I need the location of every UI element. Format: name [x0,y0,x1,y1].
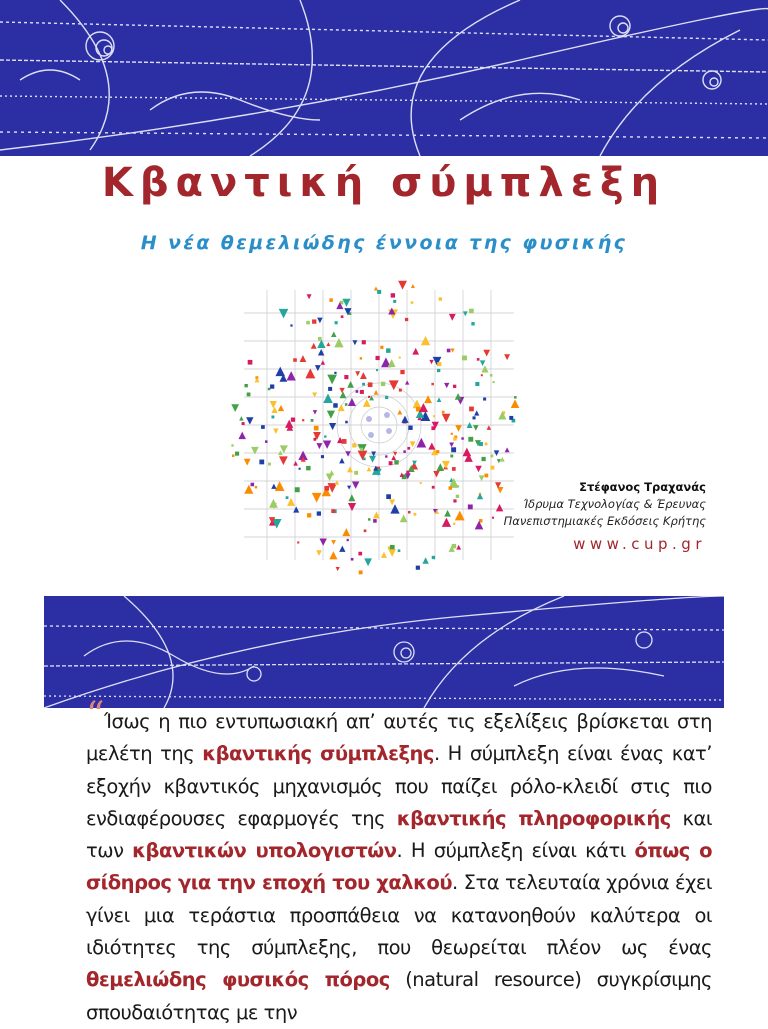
lattice-marker [394,460,398,464]
lattice-marker [356,390,359,393]
lattice-marker [367,467,372,472]
lattice-marker [449,486,453,490]
lattice-marker [393,452,397,456]
lattice-marker [317,318,323,324]
quote-body [86,706,712,1029]
lattice-marker [340,391,347,398]
lattice-marker [235,452,239,456]
lattice-marker [455,393,462,400]
lattice-marker [271,484,276,489]
lattice-marker [297,541,299,543]
lattice-marker [390,545,395,550]
lattice-marker [327,375,337,385]
lattice-marker [327,411,335,419]
lattice-marker [300,355,307,362]
lattice-marker [455,425,462,432]
lattice-marker [306,321,310,325]
lattice-marker [246,417,253,424]
lattice-marker [238,432,246,440]
lattice-marker [362,383,365,386]
lattice-marker [270,384,274,388]
lattice-marker [360,390,364,394]
lattice-marker [432,486,435,489]
lattice-marker [251,447,259,455]
lattice-marker [498,411,506,419]
lattice-marker [329,298,332,301]
lattice-marker [453,385,456,388]
lattice-marker [306,466,310,470]
lattice-marker [275,367,285,377]
lattice-marker [271,407,277,413]
lattice-marker [449,443,454,448]
lattice-center-dot [384,412,390,418]
lattice-marker [364,529,367,532]
lattice-marker [352,340,357,345]
lattice-marker [385,455,387,457]
lattice-marker [374,390,379,395]
lattice-marker [389,380,399,390]
lattice-marker [352,443,356,447]
lattice-marker [339,458,345,464]
lattice-marker [492,517,494,519]
lattice-marker [400,370,404,374]
lattice-marker [514,396,517,399]
lattice-marker [317,511,321,515]
lattice-marker [345,451,350,456]
lattice-marker [338,404,345,411]
page-title: Κβαντική σύμπλεξη [101,160,667,206]
lattice-marker [411,301,414,304]
quote-text-segment: και των [86,806,712,863]
lattice-marker [293,461,298,466]
lattice-marker [386,494,391,499]
lattice-marker [342,299,350,307]
lattice-marker [347,539,349,541]
lattice-marker [475,466,482,473]
lattice-marker [410,441,416,447]
lattice-marker [420,482,422,484]
highlighted-phrase: κβαντικής σύμπλεξης [202,742,434,766]
lattice-marker [444,510,451,517]
lattice-marker [428,443,435,450]
lattice-marker [437,369,440,372]
lattice-marker [429,360,433,364]
lattice-marker [347,381,354,388]
lattice-marker [437,397,442,402]
lattice-marker [318,337,322,341]
lattice-marker [388,359,396,367]
lattice-marker [439,297,442,300]
lattice-marker [393,300,396,303]
lattice-marker [279,456,288,465]
lattice-marker [493,381,495,383]
lattice-marker [432,556,435,559]
lattice-marker [324,486,329,491]
lattice-marker [360,448,363,451]
lattice-marker [323,394,333,404]
lattice-marker [359,570,363,574]
lattice-marker [363,458,366,461]
lattice-marker [232,455,234,457]
lattice-marker [369,456,376,463]
particle-tracks-image [44,596,724,708]
lattice-marker [442,411,445,414]
lattice-marker [431,383,433,385]
lattice-marker [469,309,474,314]
lattice-marker [399,389,402,392]
lattice-marker [391,455,396,460]
affiliation-line-2: Πανεπιστημιακές Εκδόσεις Κρήτης [503,514,706,528]
lattice-marker [311,419,314,422]
lattice-marker [312,393,317,398]
lattice-marker [287,498,295,506]
lattice-marker [331,509,335,513]
lattice-marker [442,414,451,423]
lattice-marker [469,407,474,412]
highlighted-phrase: κβαντικής πληροφορικής [396,806,671,830]
lattice-marker [483,398,486,401]
lattice-marker [451,349,455,353]
lattice-marker [449,314,456,321]
lattice-marker [305,368,315,378]
lattice-marker [342,439,347,444]
lattice-marker [453,437,456,440]
lattice-marker [364,558,372,566]
lattice-marker [293,358,297,362]
lattice-marker [468,437,473,442]
lattice-center-dot [386,428,392,434]
lattice-marker [472,416,475,419]
lattice-marker [416,438,426,448]
particle-tracks-banner-top [0,0,768,156]
quote-text-segment: . Η σύμπλεξη είναι κάτι [396,839,635,863]
website-link[interactable]: www.cup.gr [573,535,706,553]
lattice-marker [333,403,337,407]
lattice-marker [484,474,488,478]
lattice-marker [341,315,344,318]
lattice-marker [342,528,350,536]
lattice-marker [339,546,345,552]
lattice-marker [385,396,388,399]
lattice-marker [376,369,378,371]
lattice-marker [316,443,322,449]
lattice-marker [490,466,494,470]
lattice-marker [321,455,324,458]
lattice-marker [480,360,486,366]
lattice-marker [313,410,317,414]
lattice-marker [511,399,520,408]
lattice-marker [348,503,356,511]
lattice-marker [329,423,336,430]
lattice-marker [311,343,317,349]
quote-text-segment: . Η σύμπλεξη είναι ένας κατ’ εξοχήν κβαντικός μηχανισμός που παίζει ρόλο-κλειδί στις πιο ενδιαφέρουσες εφαρμογές της [86,742,713,830]
quote-mark: “ [86,695,105,736]
lattice-marker [290,324,292,326]
lattice-marker [463,448,472,457]
lattice-marker [405,380,409,384]
lattice-marker [479,475,485,481]
lattice-marker [279,309,289,319]
lattice-marker [483,350,490,357]
lattice-marker [496,504,503,511]
lattice-marker [479,442,483,446]
lattice-marker [414,513,417,516]
lattice-marker [268,388,271,391]
lattice-marker [368,396,370,398]
lattice-marker [433,471,439,477]
lattice-marker [380,346,383,349]
lattice-marker [450,455,453,458]
lattice-marker [278,405,284,411]
lattice-marker [247,393,251,397]
lattice-marker [358,451,368,461]
lattice-marker [389,461,393,465]
lattice-marker [336,567,340,571]
lattice-marker [462,356,467,361]
lattice-marker [473,425,479,431]
lattice-marker [433,415,435,417]
lattice-marker [490,455,493,458]
quote-text-segment: . Στα τελευταία χρόνια έχει γίνει μια τεράστια προσπάθεια να κατανοηθούν καλύτερα οι ιδιότητες της σύμπλεξης, που θεωρείται πλέον ως ένας [86,871,712,960]
lattice-marker [268,463,271,466]
lattice-marker [286,496,289,499]
lattice-marker [461,437,463,439]
lattice-marker [481,457,485,461]
lattice-marker [437,362,441,366]
lattice-marker [452,467,456,471]
lattice-marker [334,372,336,374]
lattice-marker [487,425,492,430]
lattice-marker [265,440,268,443]
quote-text-segment: (natural resource) συγκρίσιμης σπουδαιότητας με την [86,968,712,1024]
lattice-marker [405,318,408,321]
lattice-marker [376,356,380,360]
lattice-marker [407,447,410,450]
lattice-marker [413,399,422,408]
lattice-marker [326,342,330,346]
lattice-marker [398,281,407,290]
lattice-marker [344,375,348,379]
lattice-marker [451,433,453,435]
page-subtitle: Η νέα θεμελιώδης έννοια της φυσικής [140,232,628,254]
lattice-marker [358,552,362,556]
lattice-marker [347,486,351,490]
lattice-marker [456,495,459,498]
lattice-marker [389,499,395,505]
lattice-marker [345,403,348,406]
lattice-marker [329,470,334,475]
lattice-marker [373,519,377,523]
lattice-marker [368,518,370,520]
lattice-marker [299,468,301,470]
lattice-marker [293,506,299,512]
lattice-marker [451,447,456,452]
lattice-marker [348,494,355,501]
lattice-marker [231,404,239,412]
lattice-marker [355,371,360,376]
lattice-marker [354,471,358,475]
lattice-marker [345,421,348,424]
lattice-marker [331,332,336,337]
lattice-marker [403,450,406,453]
affiliation-line-1: Ίδρυμα Τεχνολογίας & Έρευνας [523,497,706,511]
lattice-marker [231,444,233,446]
lattice-marker [273,428,278,433]
author-name: Στέφανος Τραχανάς [579,480,706,494]
lattice-marker [453,499,456,502]
lattice-marker [398,549,401,552]
lattice-marker [255,486,257,488]
lattice-marker [509,416,513,420]
lattice-marker [477,493,483,499]
lattice-marker [436,463,444,471]
lattice-marker [307,513,311,517]
lattice-marker [457,485,459,487]
particle-tracks-image [0,0,768,156]
lattice-marker [456,545,461,550]
lattice-marker [399,357,401,359]
lattice-center-dot [368,432,374,438]
lattice-marker [334,338,343,347]
lattice-marker [287,371,296,380]
lattice-marker [352,482,359,489]
lattice-marker [255,377,260,382]
lattice-marker [391,293,395,297]
lattice-marker [386,348,390,352]
lattice-marker [463,311,468,316]
lattice-marker [251,483,255,487]
lattice-marker [313,438,316,441]
lattice-marker [302,419,304,421]
lattice-marker [318,349,325,356]
lattice-marker [381,382,385,386]
lattice-marker [244,384,247,387]
lattice-marker [422,557,428,563]
lattice-marker [377,290,381,294]
lattice-marker [424,395,432,403]
lattice-marker [452,544,456,548]
lattice-marker [447,349,451,353]
lattice-marker [324,435,326,437]
lattice-marker [474,410,479,415]
lattice-marker [244,459,251,466]
lattice-marker [485,443,488,446]
lattice-marker [261,425,265,429]
lattice-marker [239,416,243,420]
lattice-marker [362,340,366,344]
lattice-marker [312,493,322,503]
lattice-marker [295,487,300,492]
lattice-marker [400,514,408,522]
lattice-marker [416,566,420,570]
lattice-marker [275,481,285,491]
lattice-marker [331,540,336,545]
lattice-marker [436,450,439,453]
lattice-marker [291,418,295,422]
lattice-marker [406,471,409,474]
lattice-marker [351,558,354,561]
lattice-marker [505,447,510,452]
lattice-marker [477,358,480,361]
lattice-marker [271,416,274,419]
lattice-marker [360,372,367,379]
lattice-marker [248,360,253,365]
lattice-marker [411,284,415,288]
particle-tracks-banner-middle [44,596,724,708]
highlighted-phrase: κβαντικών υπολογιστών [132,839,397,863]
lattice-marker [339,388,344,393]
lattice-marker [347,466,353,472]
lattice-marker [471,322,474,325]
lattice-marker [421,336,430,345]
lattice-marker [307,294,312,299]
lattice-marker [412,348,419,355]
lattice-marker [388,549,396,557]
highlighted-phrase: όπως ο σίδηρος για την εποχή του χαλκού [86,839,712,895]
credits-block [504,479,706,556]
lattice-marker [490,374,493,377]
lattice-graphic [224,270,534,580]
lattice-marker [397,410,402,415]
lattice-marker [368,382,373,387]
lattice-marker [314,426,319,431]
lattice-marker [316,550,322,556]
lattice-marker [504,354,510,360]
lattice-marker [312,319,316,323]
lattice-marker [453,523,455,525]
lattice-marker [259,460,264,465]
lattice-marker [442,518,451,527]
lattice-marker [242,422,245,425]
lattice-marker [381,552,387,558]
lattice-marker [321,360,326,365]
lattice-marker [270,401,277,408]
lattice-marker [348,398,356,406]
lattice-marker [444,383,449,388]
lattice-marker [442,461,450,469]
lattice-marker [319,538,326,545]
entanglement-lattice-figure [224,270,534,580]
lattice-marker [360,357,362,359]
lattice-center-dot [366,416,372,422]
lattice-marker [335,321,338,324]
quote-text-segment: Ίσως η πιο εντυπωσιακή απ’ αυτές τις εξελίξεις βρίσκεται στη μελέτη της [86,710,712,766]
lattice-marker [328,387,332,391]
lattice-marker [475,382,479,386]
lattice-marker [408,511,411,514]
lattice-marker [374,286,378,290]
highlighted-phrase: θεμελιώδης φυσικός πόρος [86,968,390,992]
lattice-marker [315,365,321,371]
lattice-marker [323,441,331,449]
lattice-marker [468,504,473,509]
lattice-marker [329,551,337,559]
lattice-marker [408,426,412,430]
lattice-marker [481,374,483,376]
